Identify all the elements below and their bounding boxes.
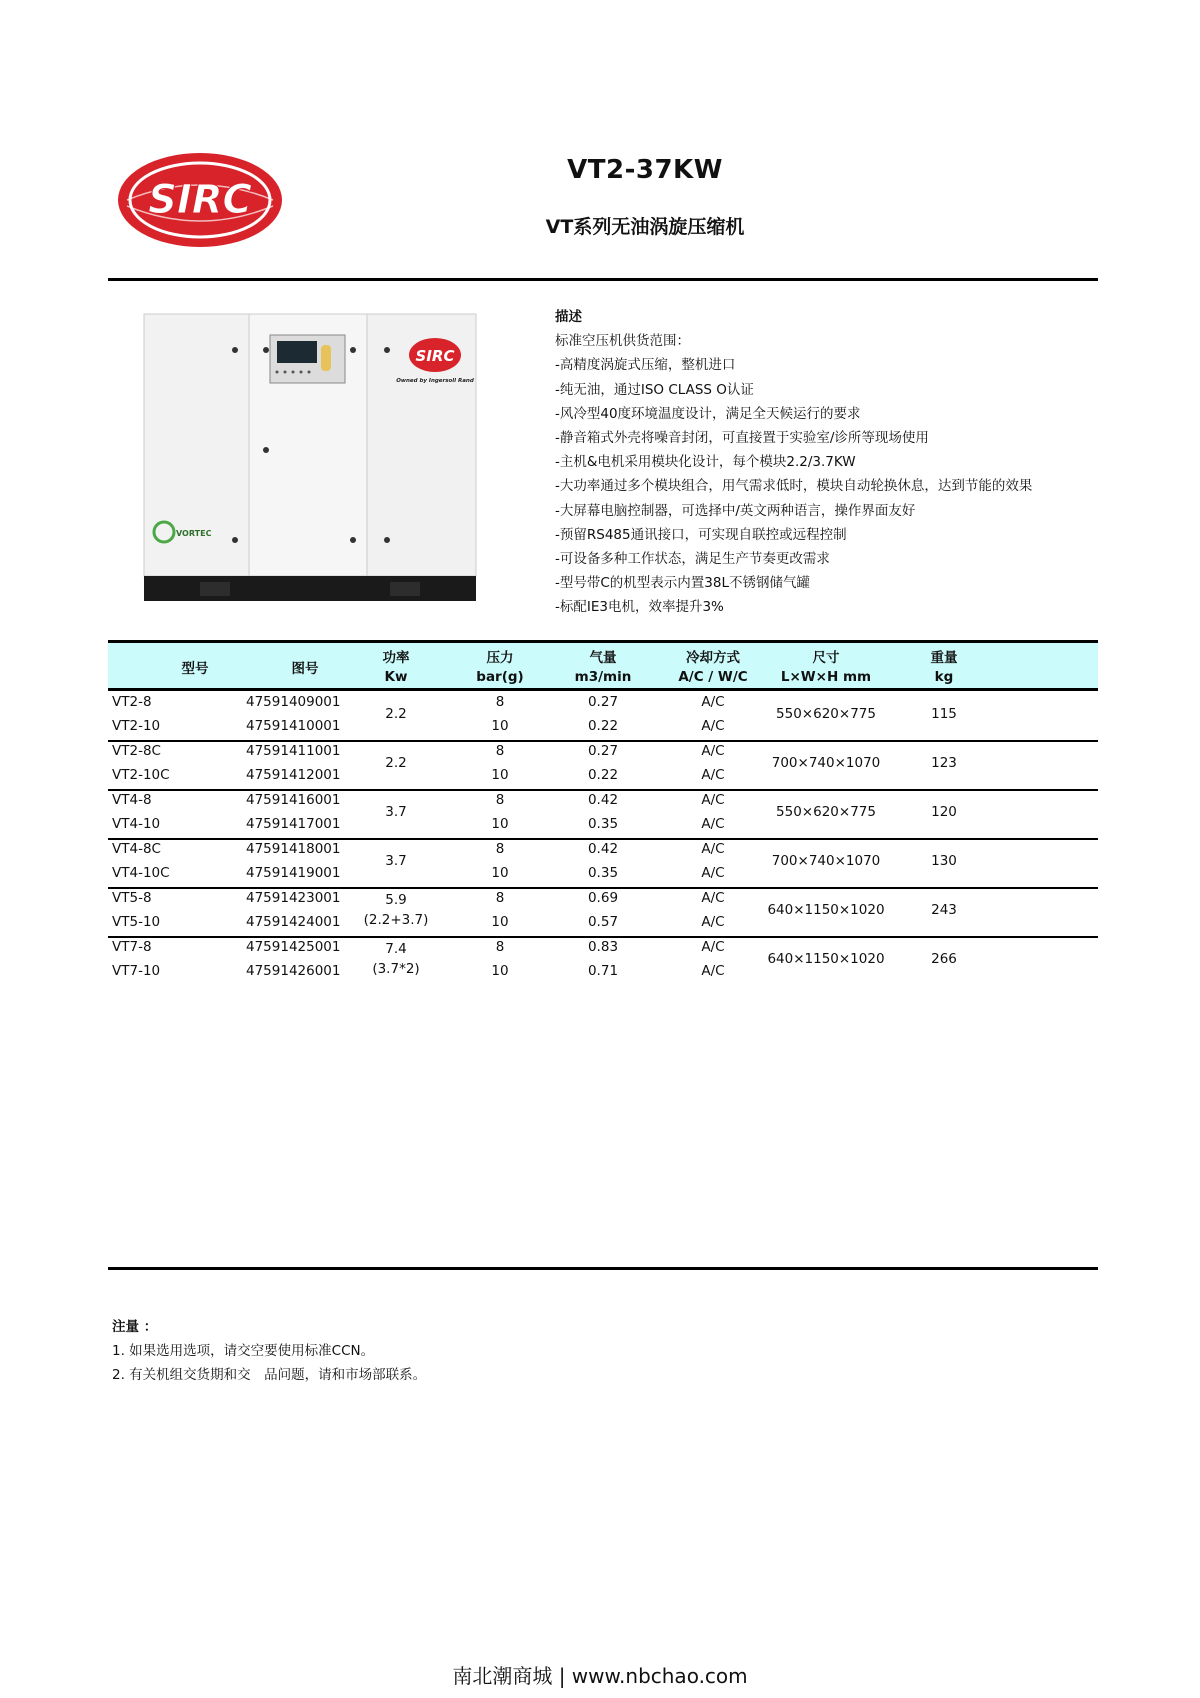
header-weight-unit: kg <box>934 669 954 685</box>
header-size-unit: L×W×H mm <box>780 669 872 685</box>
group-divider <box>108 789 1098 791</box>
compressor-product-image <box>140 310 480 605</box>
group-divider <box>108 740 1098 742</box>
cell-part: 47591417001 <box>246 816 341 832</box>
cell-flow: 0.27 <box>587 694 619 710</box>
cell-model: VT2-8 <box>112 694 152 710</box>
cell-flow: 0.27 <box>587 743 619 759</box>
cell-pressure: 8 <box>495 841 505 857</box>
cell-part: 47591412001 <box>246 767 341 783</box>
cell-part: 47591410001 <box>246 718 341 734</box>
cell-pressure: 8 <box>495 890 505 906</box>
cell-pressure: 10 <box>491 914 509 930</box>
cell-power: 2.2 <box>385 755 407 771</box>
cell-weight: 130 <box>931 853 957 869</box>
cell-power: 3.7 <box>385 804 407 820</box>
cell-power: 2.2 <box>385 706 407 722</box>
cell-flow: 0.42 <box>587 841 619 857</box>
notes-block <box>112 1315 426 1387</box>
cell-model: VT2-10 <box>112 718 161 734</box>
cell-weight: 266 <box>931 951 957 967</box>
notes-heading: 注量 ： <box>112 1319 158 1335</box>
note-item: 2. 有关机组交货期和交 品问题，请和市场部联系。 <box>112 1367 427 1383</box>
cell-weight: 120 <box>931 804 957 820</box>
cell-cooling: A/C <box>701 841 725 857</box>
cell-model: VT2-8C <box>112 743 161 759</box>
header-flow: 气量 <box>589 650 617 666</box>
cell-power: 7.4 <box>385 941 407 957</box>
table-header-rule <box>108 688 1098 691</box>
cell-weight: 243 <box>931 902 957 918</box>
cell-pressure: 8 <box>495 743 505 759</box>
header-weight: 重量 <box>930 650 958 666</box>
description-line: -型号带C的机型表示内置38L不锈钢储气罐 <box>555 575 810 592</box>
table-header <box>108 643 1098 689</box>
header-pressure: 压力 <box>486 650 514 666</box>
cell-model: VT4-10C <box>112 865 170 881</box>
cell-power-combo: (3.7*2) <box>372 961 420 977</box>
description-line: -预留RS485通讯接口，可实现自联控或远程控制 <box>555 526 847 543</box>
cell-part: 47591423001 <box>246 890 341 906</box>
cell-cooling: A/C <box>701 865 725 881</box>
cell-cooling: A/C <box>701 914 725 930</box>
cell-size: 700×740×1070 <box>771 853 881 869</box>
cell-cooling: A/C <box>701 963 725 979</box>
header-part: 图号 <box>291 661 319 677</box>
cell-pressure: 10 <box>491 767 509 783</box>
description-heading: 描述 <box>555 309 582 325</box>
cell-part: 47591419001 <box>246 865 341 881</box>
cell-power-combo: (2.2+3.7) <box>363 912 429 928</box>
page-subtitle: VT系列无油涡旋压缩机 <box>545 216 745 238</box>
cell-model: VT7-8 <box>112 939 152 955</box>
cell-pressure: 8 <box>495 694 505 710</box>
cell-power: 3.7 <box>385 853 407 869</box>
cell-pressure: 10 <box>491 963 509 979</box>
cell-model: VT2-10C <box>112 767 170 783</box>
sirc-logo <box>115 150 285 250</box>
description-line: 标准空压机供货范围： <box>555 333 690 350</box>
cell-flow: 0.22 <box>587 767 619 783</box>
svg-text:SIRC: SIRC <box>148 177 252 223</box>
cell-size: 550×620×775 <box>776 706 876 722</box>
cell-flow: 0.42 <box>587 792 619 808</box>
cell-flow: 0.69 <box>587 890 619 906</box>
cell-weight: 115 <box>931 706 957 722</box>
cell-model: VT4-8 <box>112 792 152 808</box>
notes-divider <box>108 1267 1098 1270</box>
page-title: VT2-37KW <box>567 155 723 185</box>
cell-model: VT7-10 <box>112 963 161 979</box>
cell-flow: 0.35 <box>587 816 619 832</box>
header-power: 功率 <box>382 650 410 666</box>
cell-model: VT5-8 <box>112 890 152 906</box>
cell-cooling: A/C <box>701 792 725 808</box>
cell-model: VT4-10 <box>112 816 161 832</box>
cell-model: VT5-10 <box>112 914 161 930</box>
description-line: -大功率通过多个模块组合，用气需求低时，模块自动轮换休息，达到节能的效果 <box>555 478 1033 495</box>
header-cooling-unit: A/C / W/C <box>678 669 748 685</box>
description-line: -可设备多种工作状态，满足生产节奏更改需求 <box>555 551 830 568</box>
description-line: -纯无油，通过ISO CLASS O认证 <box>555 381 754 398</box>
cell-cooling: A/C <box>701 890 725 906</box>
header-divider <box>108 278 1098 281</box>
cell-size: 550×620×775 <box>776 804 876 820</box>
cell-flow: 0.35 <box>587 865 619 881</box>
cell-flow: 0.71 <box>587 963 619 979</box>
header-power-unit: Kw <box>384 669 408 685</box>
cell-pressure: 10 <box>491 718 509 734</box>
header-cooling: 冷却方式 <box>686 650 740 666</box>
group-divider <box>108 887 1098 889</box>
footer-text: 南北潮商城 | www.nbchao.com <box>452 1664 748 1688</box>
cell-cooling: A/C <box>701 767 725 783</box>
cell-pressure: 10 <box>491 865 509 881</box>
svg-text:SIRC: SIRC <box>415 347 455 365</box>
description-line: -标配IE3电机，效率提升3% <box>555 599 724 616</box>
cell-part: 47591409001 <box>246 694 341 710</box>
cell-part: 47591416001 <box>246 792 341 808</box>
group-divider <box>108 838 1098 840</box>
header-pressure-unit: bar(g) <box>476 669 524 685</box>
cell-cooling: A/C <box>701 816 725 832</box>
cell-part: 47591424001 <box>246 914 341 930</box>
svg-text:Owned by Ingersoll Rand: Owned by Ingersoll Rand <box>396 378 474 384</box>
description-line: -静音箱式外壳将噪音封闭，可直接置于实验室/诊所等现场使用 <box>555 430 929 447</box>
cell-cooling: A/C <box>701 743 725 759</box>
cell-flow: 0.22 <box>587 718 619 734</box>
header-model: 型号 <box>181 661 209 677</box>
cell-flow: 0.83 <box>587 939 619 955</box>
description-block <box>555 305 1115 620</box>
cell-part: 47591418001 <box>246 841 341 857</box>
cell-size: 700×740×1070 <box>771 755 881 771</box>
cell-pressure: 10 <box>491 816 509 832</box>
cell-flow: 0.57 <box>587 914 619 930</box>
cell-cooling: A/C <box>701 694 725 710</box>
description-line: -主机&电机采用模块化设计，每个模块2.2/3.7KW <box>555 454 856 471</box>
header-flow-unit: m3/min <box>574 669 632 685</box>
description-line: -高精度涡旋式压缩，整机进口 <box>555 357 736 374</box>
cell-size: 640×1150×1020 <box>767 902 885 918</box>
note-item: 1. 如果选用选项，请交空要使用标准CCN。 <box>112 1343 375 1359</box>
description-line: -风冷型40度环境温度设计，满足全天候运行的要求 <box>555 405 861 422</box>
cell-cooling: A/C <box>701 718 725 734</box>
cell-part: 47591411001 <box>246 743 341 759</box>
description-line: -大屏幕电脑控制器，可选择中/英文两种语言，操作界面友好 <box>555 502 916 519</box>
svg-text:VORTEC: VORTEC <box>176 529 212 538</box>
header-size: 尺寸 <box>812 650 840 666</box>
cell-pressure: 8 <box>495 939 505 955</box>
cell-model: VT4-8C <box>112 841 161 857</box>
cell-part: 47591425001 <box>246 939 341 955</box>
cell-size: 640×1150×1020 <box>767 951 885 967</box>
cell-part: 47591426001 <box>246 963 341 979</box>
cell-pressure: 8 <box>495 792 505 808</box>
group-divider <box>108 936 1098 938</box>
cell-cooling: A/C <box>701 939 725 955</box>
cell-power: 5.9 <box>385 892 407 908</box>
cell-weight: 123 <box>931 755 957 771</box>
